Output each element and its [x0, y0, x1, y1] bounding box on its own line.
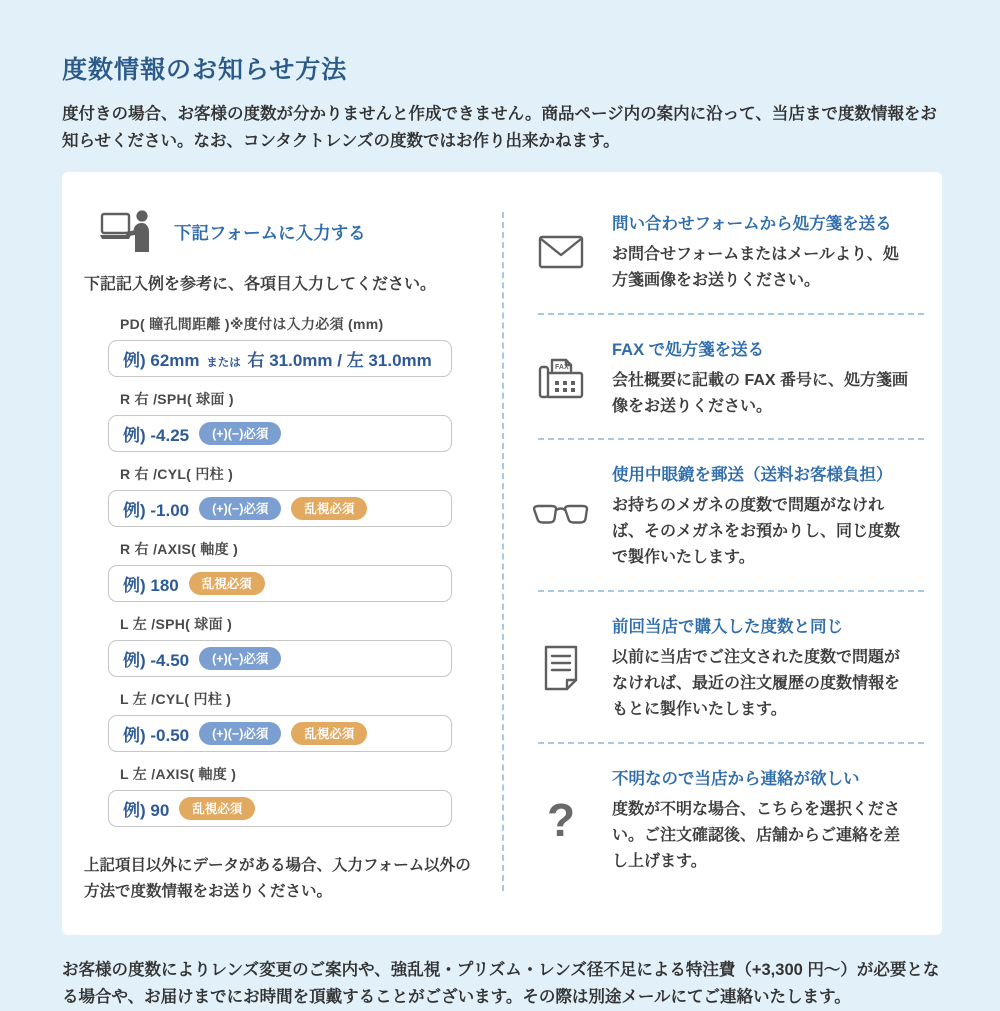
method-fax [530, 336, 924, 420]
astigmatism-required-badge: 乱視必須 [189, 572, 265, 595]
method-title: FAX で処方箋を送る [612, 340, 765, 359]
question-mark-icon: ? [546, 793, 576, 846]
sign-required-badge: (+)(−)必須 [199, 722, 281, 745]
page-title: 度数情報のお知らせ方法 [62, 56, 348, 84]
field-example-text: 例) -4.50 [123, 650, 190, 670]
sign-required-badge: (+)(−)必須 [199, 647, 281, 670]
astigmatism-required-badge: 乱視必須 [291, 497, 367, 520]
form-section [62, 208, 502, 906]
fax-icon [530, 336, 592, 420]
sign-required-badge: (+)(−)必須 [199, 422, 281, 445]
method-body: お問合せフォームまたはメールより、処方箋画像をお送りください。 [612, 245, 899, 289]
method-body: お持ちのメガネの度数で問題がなければ、そのメガネをお預かりし、同じ度数で製作いたします。 [612, 497, 901, 567]
form-example-block [84, 314, 502, 827]
envelope-icon [530, 210, 592, 294]
field-example-text: 例) -4.25 [123, 425, 190, 445]
field-example-text: 例) 180 [123, 575, 179, 595]
document-icon [530, 613, 592, 723]
method-text [612, 765, 914, 875]
method-text [612, 613, 914, 723]
method-title: 不明なので当店から連絡が欲しい [612, 769, 860, 788]
field-label-r-cyl: R 右 /CYL( 円柱 ) [120, 465, 234, 482]
form-note: 上記項目以外にデータがある場合、入力フォーム以外の方法で度数情報をお送りください。 [84, 856, 471, 901]
section-divider [538, 742, 924, 744]
method-text [612, 461, 914, 571]
field-label-r-sph: R 右 /SPH( 球面 ) [120, 390, 234, 407]
field-label-l-sph: L 左 /SPH( 球面 ) [120, 615, 233, 632]
method-previous-order [530, 613, 924, 723]
field-example-r-axis [108, 565, 452, 602]
method-text [612, 336, 914, 420]
astigmatism-required-badge: 乱視必須 [291, 722, 367, 745]
field-label-l-axis: L 左 /AXIS( 軸度 ) [120, 765, 237, 782]
footer-note: お客様の度数によりレンズ変更のご案内や、強乱視・プリズム・レンズ径不足による特注費（+3,300 円〜）が必要となる場合や、お届けまでにお時間を頂戴することがございます。その際は別途メールにてご連絡いたします。 [62, 961, 940, 1007]
methods-section [504, 208, 942, 906]
field-example-text: 例) 62mm または 右 31.0mm / 左 31.0mm [123, 350, 432, 370]
method-title: 前回当店で購入した度数と同じ [612, 618, 843, 637]
method-body: 度数が不明な場合、こちらを選択ください。ご注文確認後、店舗からご連絡を差し上げます。 [612, 800, 901, 870]
method-text [612, 210, 914, 294]
intro-text: 度付きの場合、お客様の度数が分かりませんと作成できません。商品ページ内の案内に沿って、当店まで度数情報をお知らせください。なお、コンタクトレンズの度数ではお作り出来かねます。 [62, 105, 937, 150]
method-body: 会社概要に記載の FAX 番号に、処方箋画像をお送りください。 [612, 371, 909, 415]
section-divider [538, 438, 924, 440]
method-mail-glasses [530, 461, 924, 571]
field-label-pd: PD( 瞳孔間距離 )※度付は入力必須 (mm) [120, 315, 384, 332]
field-example-r-cyl [108, 490, 452, 527]
field-example-text: 例) 90 [123, 800, 170, 820]
method-title: 問い合わせフォームから処方箋を送る [612, 214, 892, 233]
field-example-l-cyl [108, 715, 452, 752]
method-contact-me [530, 765, 924, 875]
field-example-r-sph [108, 415, 452, 452]
info-card [62, 172, 942, 936]
section-divider [538, 590, 924, 592]
field-label-r-axis: R 右 /AXIS( 軸度 ) [120, 540, 239, 557]
section-divider [538, 313, 924, 315]
astigmatism-required-badge: 乱視必須 [179, 797, 255, 820]
glasses-icon [530, 461, 592, 571]
method-contact-form [530, 210, 924, 294]
svg-text:FAX: FAX [555, 363, 569, 371]
field-example-pd [108, 340, 452, 377]
form-section-title: 下記フォームに入力する [174, 222, 366, 243]
field-example-l-sph [108, 640, 452, 677]
field-label-l-cyl: L 左 /CYL( 円柱 ) [120, 690, 232, 707]
form-section-header [84, 208, 502, 257]
sign-required-badge: (+)(−)必須 [199, 497, 281, 520]
form-instruction: 下記記入例を参考に、各項目入力してください。 [84, 275, 437, 293]
field-example-l-axis [108, 790, 452, 827]
field-example-text: 例) -0.50 [123, 725, 190, 745]
field-example-text: 例) -1.00 [123, 500, 190, 520]
method-body: 以前に当店でご注文された度数で問題がなければ、最近の注文履歴の度数情報をもとに製作いたします。 [612, 649, 901, 718]
person-at-monitor-icon [100, 208, 152, 257]
method-title: 使用中眼鏡を郵送（送料お客様負担） [612, 466, 893, 485]
